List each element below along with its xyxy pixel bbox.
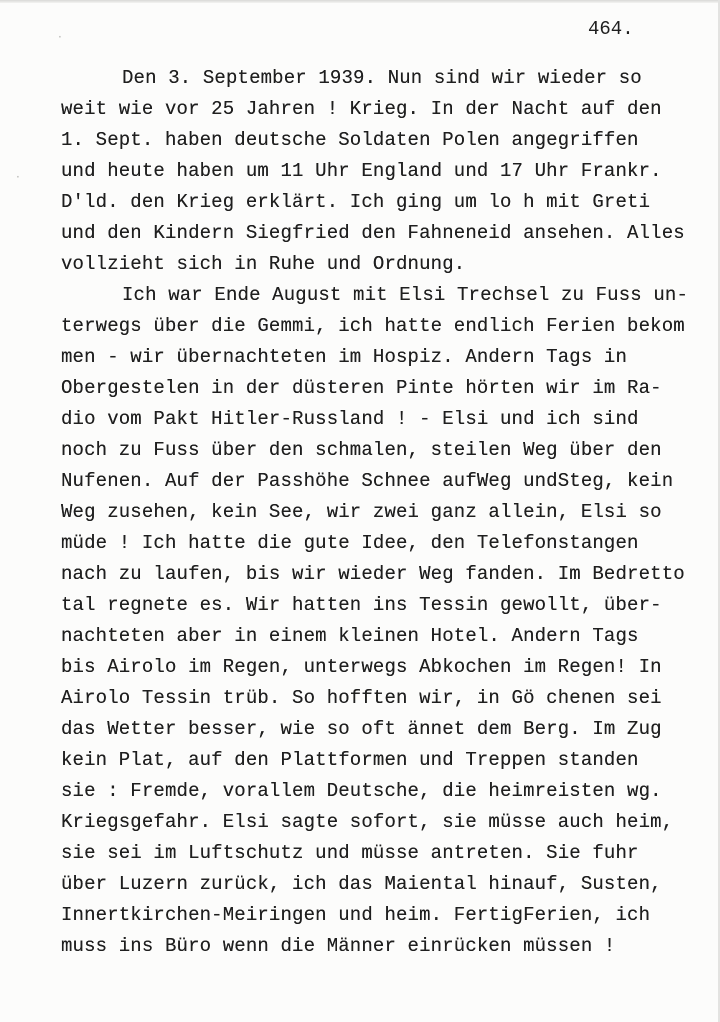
document-text-line-4: und heute haben um 11 Uhr England und 17 Uhr Frankr. bbox=[61, 160, 662, 182]
document-text-line-26: sie sei im Luftschutz und müsse antreten. Sie fuhr bbox=[61, 842, 639, 864]
document-text-line-12: dio vom Pakt Hitler-Russland ! - Elsi und ich sind bbox=[61, 408, 639, 430]
document-text-line-10: men - wir übernachteten im Hospiz. Andern Tags in bbox=[61, 346, 628, 368]
top-page-edge bbox=[0, 0, 720, 3]
document-text-line-7: vollzieht sich in Ruhe und Ordnung. bbox=[61, 253, 466, 275]
page-number: 464. bbox=[588, 18, 634, 40]
document-text-line-16: müde ! Ich hatte die gute Idee, den Telefonstangen bbox=[61, 532, 639, 554]
document-text-line-21: Airolo Tessin trüb. So hofften wir, in Gö chenen sei bbox=[61, 687, 662, 709]
document-text-line-11: Obergestelen in der düsteren Pinte hörten wir im Ra- bbox=[61, 377, 662, 399]
document-text-line-23: kein Plat, auf den Plattformen und Treppen standen bbox=[61, 749, 639, 771]
document-text-line-17: nach zu laufen, bis wir wieder Weg fanden. Im Bedretto bbox=[61, 563, 685, 585]
document-text-line-6: und den Kindern Siegfried den Fahneneid ansehen. Alles bbox=[61, 222, 685, 244]
document-text-line-27: über Luzern zurück, ich das Maiental hinauf, Susten, bbox=[61, 873, 662, 895]
document-text-line-28: Innertkirchen-Meiringen und heim. FertigFerien, ich bbox=[61, 904, 651, 926]
document-text-line-25: Kriegsgefahr. Elsi sagte sofort, sie müsse auch heim, bbox=[61, 811, 674, 833]
document-text-line-8: Ich war Ende August mit Elsi Trechsel zu Fuss un- bbox=[122, 284, 689, 306]
document-text-line-1: Den 3. September 1939. Nun sind wir wieder so bbox=[122, 67, 642, 89]
document-text-line-3: 1. Sept. haben deutsche Soldaten Polen angegriffen bbox=[61, 129, 639, 151]
document-text-line-20: bis Airolo im Regen, unterwegs Abkochen im Regen! In bbox=[61, 656, 662, 678]
document-text-line-24: sie : Fremde, vorallem Deutsche, die heimreisten wg. bbox=[61, 780, 662, 802]
document-text-line-22: das Wetter besser, wie so oft ännet dem Berg. Im Zug bbox=[61, 718, 662, 740]
document-text-line-13: noch zu Fuss über den schmalen, steilen Weg über den bbox=[61, 439, 662, 461]
document-text-line-19: nachteten aber in einem kleinen Hotel. Andern Tags bbox=[61, 625, 639, 647]
left-margin-dot-mark: · bbox=[58, 30, 62, 44]
document-text-line-9: terwegs über die Gemmi, ich hatte endlich Ferien bekom bbox=[61, 315, 685, 337]
document-text-line-18: tal regnete es. Wir hatten ins Tessin gewollt, über- bbox=[61, 594, 662, 616]
document-text-line-5: D'ld. den Krieg erklärt. Ich ging um lo h mit Greti bbox=[61, 191, 651, 213]
left-margin-dot-mark: · bbox=[16, 170, 20, 184]
document-text-line-2: weit wie vor 25 Jahren ! Krieg. In der Nacht auf den bbox=[61, 98, 662, 120]
document-text-line-29: muss ins Büro wenn die Männer einrücken müssen ! bbox=[61, 935, 616, 957]
document-text-line-14: Nufenen. Auf der Passhöhe Schnee aufWeg undSteg, kein bbox=[61, 470, 674, 492]
document-text-line-15: Weg zusehen, kein See, wir zwei ganz allein, Elsi so bbox=[61, 501, 662, 523]
